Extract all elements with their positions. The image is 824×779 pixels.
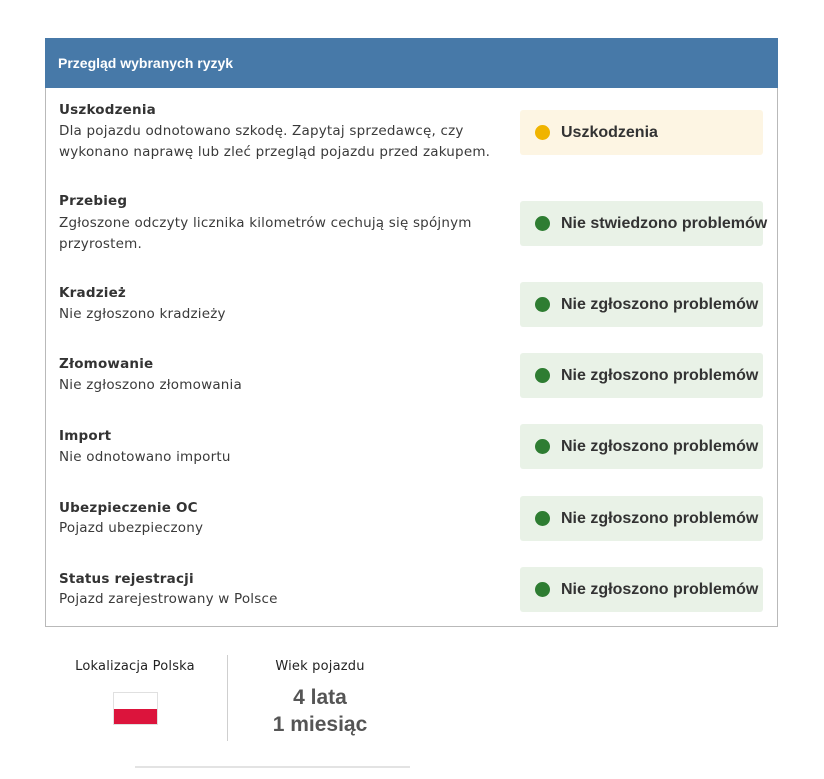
- vehicle-age-years: 4 lata: [293, 686, 347, 709]
- risk-title: Ubezpieczenie OC: [59, 500, 198, 516]
- risk-title: Uszkodzenia: [59, 102, 156, 118]
- status-badge-ok: [520, 424, 763, 469]
- location-block: [60, 659, 210, 674]
- status-badge-ok: [520, 353, 763, 398]
- risk-title: Kradzież: [59, 285, 126, 301]
- vehicle-age-block: [245, 659, 395, 738]
- risk-title: Import: [59, 428, 112, 444]
- ok-dot-icon: [535, 582, 550, 597]
- status-badge-ok: [520, 282, 763, 327]
- risk-overview-panel: [45, 38, 778, 627]
- ok-dot-icon: [535, 368, 550, 383]
- risk-description: Nie odnotowano importu: [59, 449, 231, 465]
- location-label: Lokalizacja Polska: [75, 659, 195, 674]
- status-label: Nie zgłoszono problemów: [561, 509, 759, 527]
- risk-description: Pojazd zarejestrowany w Polsce: [59, 591, 278, 607]
- status-label: Nie zgłoszono problemów: [561, 366, 759, 384]
- panel-title: Przegląd wybranych ryzyk: [45, 38, 778, 88]
- vehicle-age-label: Wiek pojazdu: [275, 659, 365, 674]
- status-label: Uszkodzenia: [561, 123, 658, 141]
- status-badge-ok: [520, 201, 768, 246]
- risk-description: Nie zgłoszono złomowania: [59, 377, 242, 393]
- status-badge-ok: [520, 567, 763, 612]
- risk-description: Zgłoszone odczyty licznika kilometrów cechują się spójnym przyrostem.: [59, 215, 472, 252]
- vehicle-age-months: 1 miesiąc: [272, 713, 368, 736]
- status-badge-ok: [520, 496, 763, 541]
- risk-title: Przebieg: [59, 193, 128, 209]
- risk-description: Nie zgłoszono kradzieży: [59, 306, 226, 322]
- ok-dot-icon: [535, 216, 550, 231]
- ok-dot-icon: [535, 439, 550, 454]
- risk-title: Złomowanie: [59, 356, 154, 372]
- status-label: Nie zgłoszono problemów: [561, 580, 759, 598]
- ok-dot-icon: [535, 297, 550, 312]
- status-label: Nie zgłoszono problemów: [561, 437, 759, 455]
- ok-dot-icon: [535, 511, 550, 526]
- status-badge-warning: [520, 110, 763, 155]
- risk-description: Pojazd ubezpieczony: [59, 520, 204, 536]
- poland-flag-icon: [113, 692, 158, 725]
- bottom-separator: [135, 766, 410, 768]
- risk-title: Status rejestracji: [59, 571, 194, 587]
- status-label: Nie stwiedzono problemów: [561, 214, 768, 232]
- risk-description: Dla pojazdu odnotowano szkodę. Zapytaj sprzedawcę, czy wykonano naprawę lub zleć przegląd pojazdu przed zakupem.: [59, 123, 491, 160]
- status-label: Nie zgłoszono problemów: [561, 295, 759, 313]
- footer-divider: [227, 655, 228, 741]
- warning-dot-icon: [535, 125, 550, 140]
